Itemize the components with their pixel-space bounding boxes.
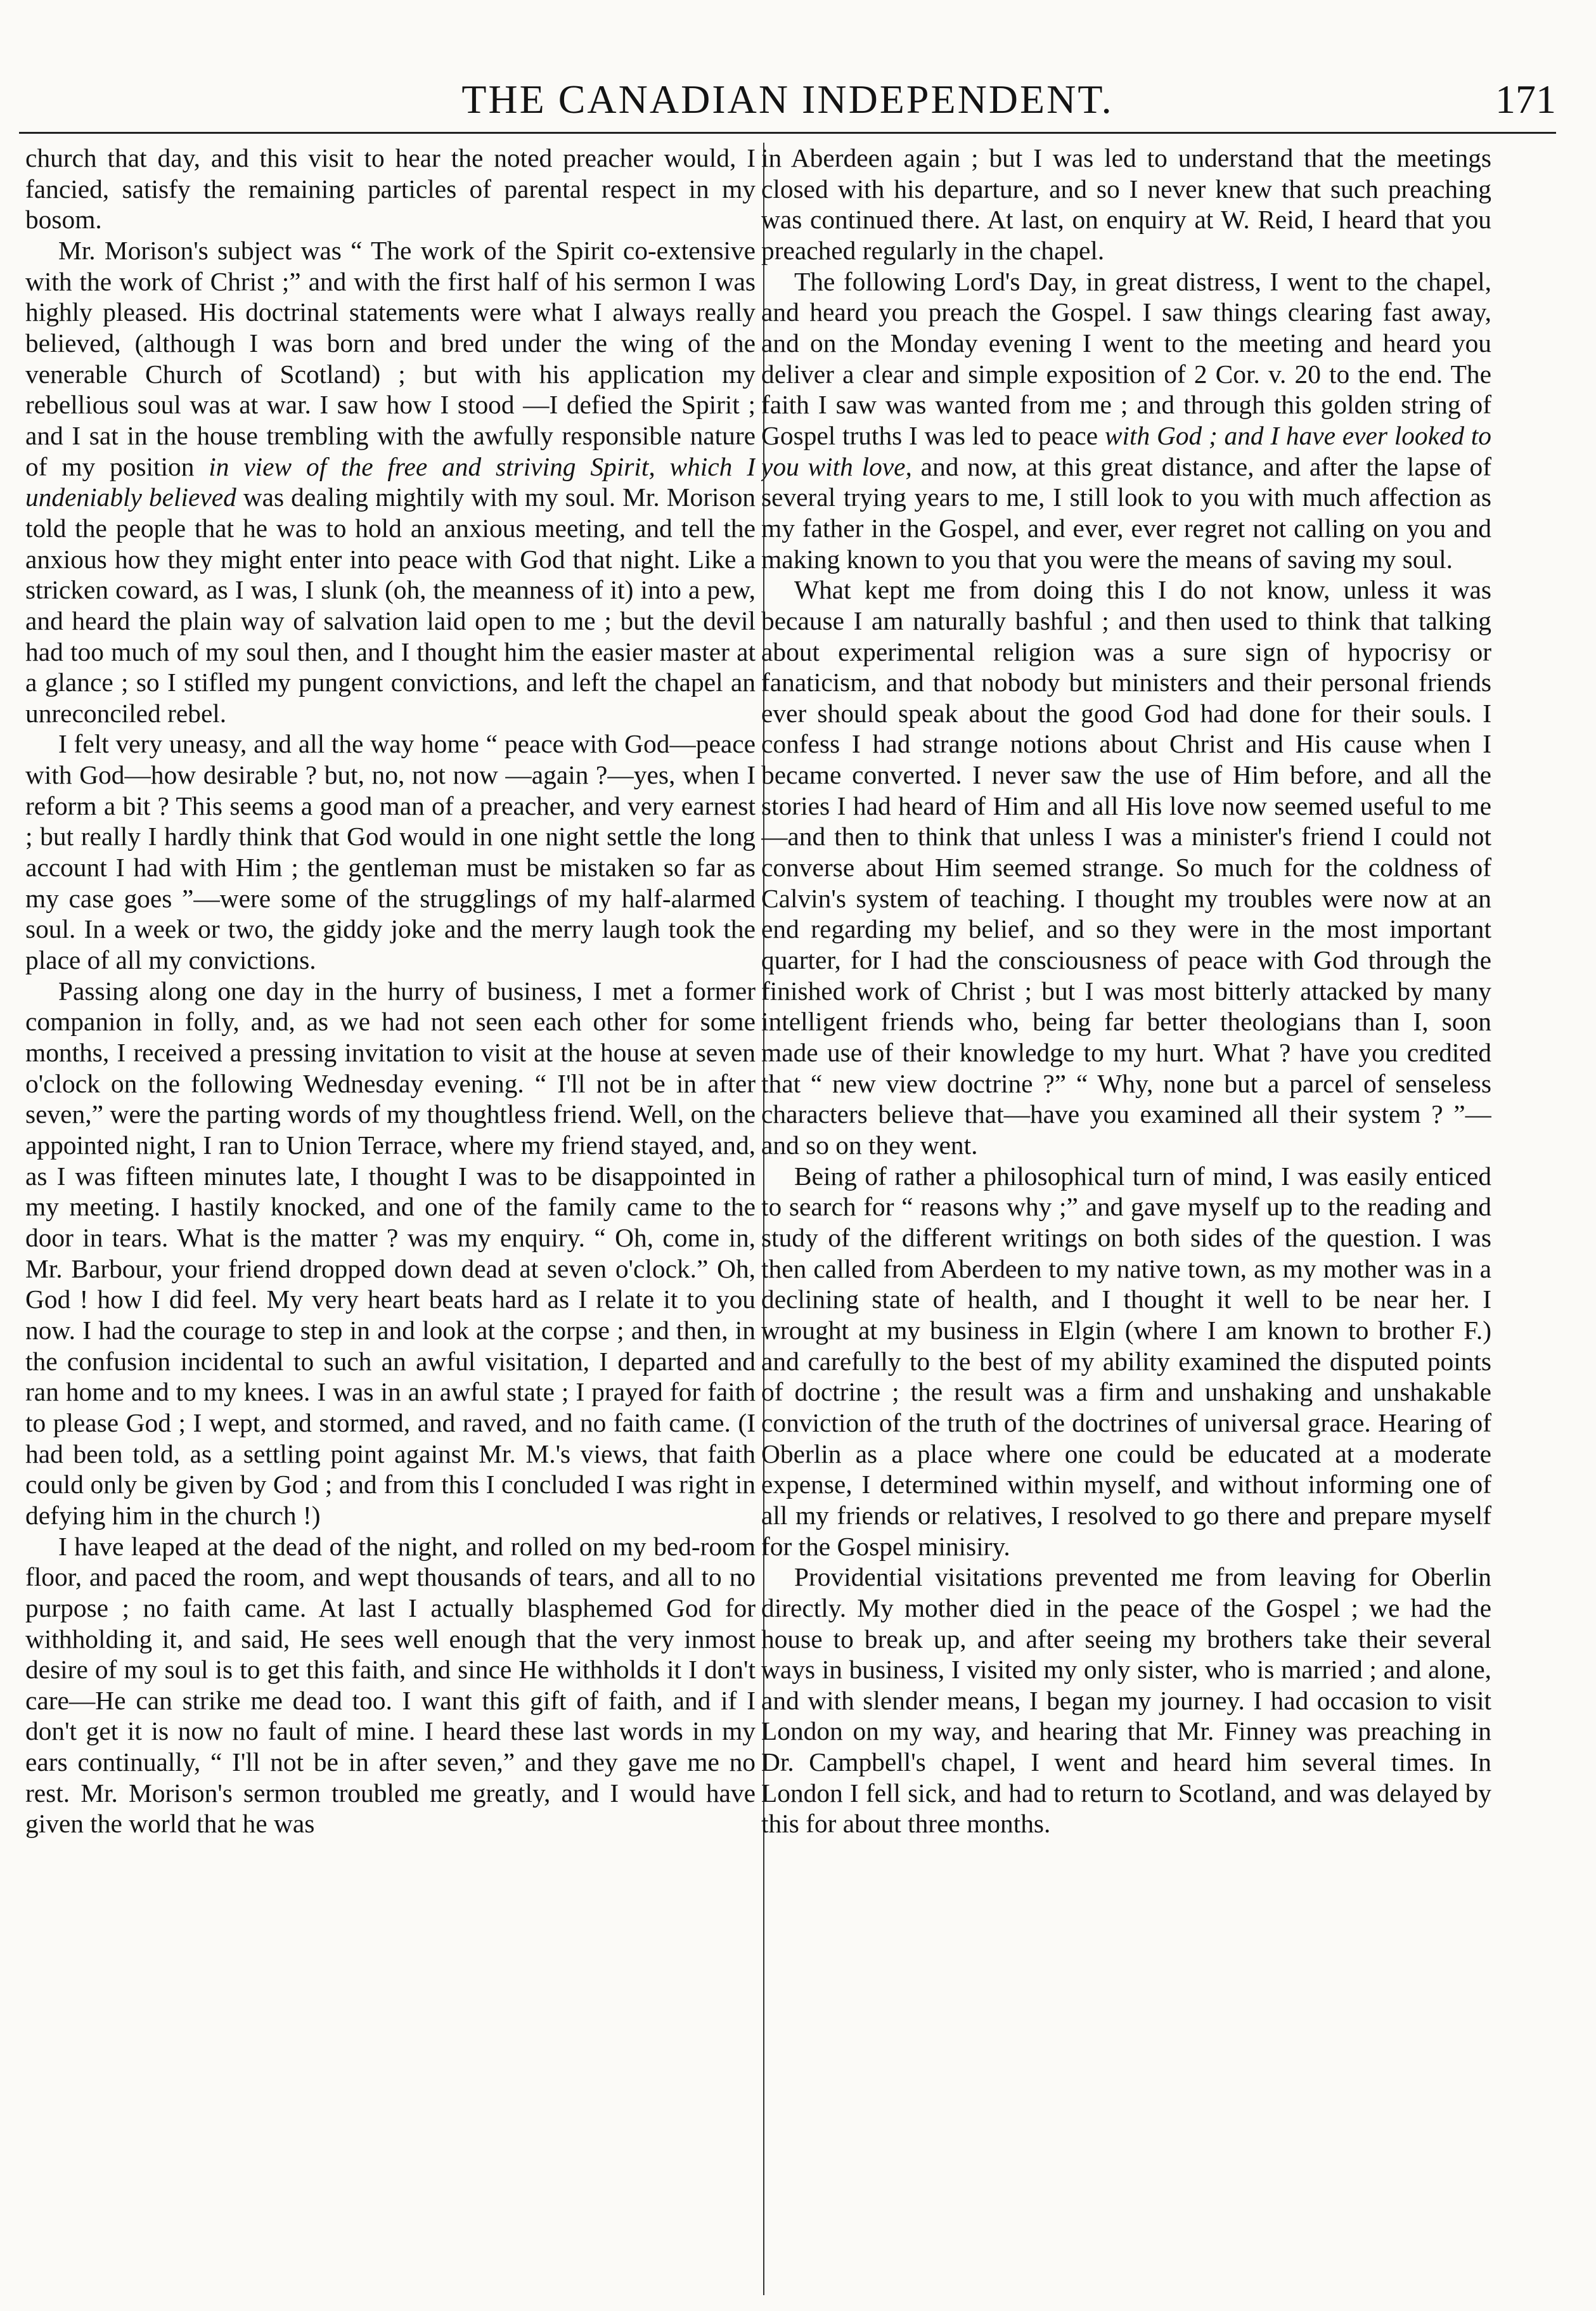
page-number: 171 xyxy=(1495,77,1556,122)
left-paragraph: I have leaped at the dead of the night, and rolled on my bed-room floor, and paced the room, and wept thousands of tears, and all to no purpose ; no faith came. At last I actually blasphemed God for withholding it, and said, He sees well enough that the very inmost desire of my soul is to get this faith, and since He withholds it I don't care—He can strike me dead too. I want this gift of faith, and if I don't get it is now no fault of mine. I heard these last words in my ears continually, “ I'll not be in after seven,” and they gave me no rest. Mr. Morison's sermon troubled me greatly, and I would have given the world that he was xyxy=(25,1531,756,1839)
header-rule xyxy=(19,132,1556,134)
italic-phrase: with God ; and I have ever looked to you with love, xyxy=(761,420,1491,481)
right-paragraph: Providential visitations prevented me from leaving for Oberlin directly. My mother died in the peace of the Gospel ; we had the house to break up, and after seeing my brothers take their several ways in business, I visited my only sister, who is married ; and alone, and with slender means, I began my journey. I had occasion to visit London on my way, and hearing that Mr. Finney was preaching in Dr. Campbell's chapel, I went and heard him several times. In London I fell sick, and had to return to Scotland, and was delayed by this for about three months. xyxy=(761,1562,1491,1839)
page-header xyxy=(19,75,1556,124)
right-column xyxy=(761,143,1491,2295)
italic-phrase: in view of the free and striving Spirit, which I undeniably believed xyxy=(25,451,756,512)
left-paragraph: I felt very uneasy, and all the way home “ peace with God—peace with God—how desirable ? but, no, not now —again ?—yes, when I reform a bit ? This seems a good man of a preacher, and very earnest ; but really I hardly think that God would in one night settle the long account I had with Him ; the gentleman must be mistaken so far as my case goes ”—were some of the strugglings of my half-alarmed soul. In a week or two, the giddy joke and the merry laugh took the place of all my convictions. xyxy=(25,729,756,975)
left-column xyxy=(25,143,756,2295)
left-paragraph: Passing along one day in the hurry of business, I met a former companion in folly, and, as we had not seen each other for some months, I received a pressing invitation to visit at the house at seven o'clock on the following Wednesday evening. “ I'll not be in after seven,” were the parting words of my thoughtless friend. Well, on the appointed night, I ran to Union Terrace, where my friend stayed, and, as I was fifteen minutes late, I thought I was to be disappointed in my meeting. I hastily knocked, and one of the family came to the door in tears. What is the matter ? was my enquiry. “ Oh, come in, Mr. Barbour, your friend dropped down dead at seven o'clock.” Oh, God ! how I did feel. My very heart beats hard as I relate it to you now. I had the courage to step in and look at the corpse ; and then, in the confusion incidental to such an awful visitation, I departed and ran home and to my knees. I was in an awful state ; I prayed for faith to please God ; I wept, and stormed, and raved, and no faith came. (I had been told, as a settling point against Mr. M.'s views, that faith could only be given by God ; and from this I concluded I was right in defying him in the church !) xyxy=(25,976,756,1530)
right-paragraph: What kept me from doing this I do not know, unless it was because I am naturally bashful ; and then used to think that talking about experimental religion was a sure sign of hypocrisy or fanaticism, and that nobody but ministers and their personal friends ever should speak about the good God had done for their souls. I confess I had strange notions about Christ and His cause when I became converted. I never saw the use of Him before, and all the stories I had heard of Him and all His love now seemed useful to me—and then to think that unless I was a minister's friend I could not converse about Him seemed strange. So much for the coldness of Calvin's system of teaching. I thought my troubles were now at an end regarding my belief, and so they were in the most important quarter, for I had the consciousness of peace with God through the finished work of Christ ; but I was most bitterly attacked by many intelligent friends who, being far better theologians than I, soon made use of their knowledge to my hurt. What ? have you credited that “ new view doctrine ?” “ Why, none but a parcel of senseless characters believe that—have you examined all their system ? ”—and so on they went. xyxy=(761,575,1491,1160)
right-paragraph: in Aberdeen again ; but I was led to understand that the meetings closed with his departure, and so I never knew that such preaching was continued there. At last, on enquiry at W. Reid, I heard that you preached regularly in the chapel. xyxy=(761,143,1491,265)
right-paragraph: The following Lord's Day, in great distress, I went to the chapel, and heard you preach the Gospel. I saw things clearing fast away, and on the Monday evening I went to the meeting and heard you deliver a clear and simple exposition of 2 Cor. v. 20 to the end. The faith I saw was wanted from me ; and through this golden string of Gospel truths I was led to peace with God ; and I have ever looked to you with love, and now, at this great distance, and after the lapse of several trying years to me, I still look to you with much affection as my father in the Gospel, and ever, ever regret not calling on you and making known to you that you were the means of saving my soul. xyxy=(761,266,1491,574)
running-title: THE CANADIAN INDEPENDENT. xyxy=(461,77,1114,122)
left-paragraph: church that day, and this visit to hear the noted preacher would, I fancied, satisfy the remaining particles of parental respect in my bosom. xyxy=(25,143,756,235)
left-paragraph: Mr. Morison's subject was “ The work of the Spirit co-extensive with the work of Christ ;” and with the first half of his sermon I was highly pleased. His doctrinal statements were what I always really believed, (although I was born and bred under the wing of the venerable Church of Scotland) ; but with his application my rebellious soul was at war. I saw how I stood —I defied the Spirit ; and I sat in the house trembling with the awfully responsible nature of my position in view of the free and striving Spirit, which I undeniably believed was dealing mightily with my soul. Mr. Morison told the people that he was to hold an anxious meeting, and tell the anxious how they might enter into peace with God that night. Like a stricken coward, as I was, I slunk (oh, the meanness of it) into a pew, and heard the plain way of salvation laid open to me ; but the devil had too much of my soul then, and I thought him the easier master at a glance ; so I stifled my pungent convictions, and left the chapel an unreconciled rebel. xyxy=(25,235,756,728)
right-paragraph: Being of rather a philosophical turn of mind, I was easily enticed to search for “ reasons why ;” and gave myself up to the reading and study of the different writings on both sides of the question. I was then called from Aberdeen to my native town, as my mother was in a declining state of health, and I thought it well to be near her. I wrought at my business in Elgin (where I am known to brother F.) and carefully to the best of my ability examined the disputed points of doctrine ; the result was a firm and unshaking and unshakable conviction of the truth of the doctrines of universal grace. Hearing of Oberlin as a place where one could be educated at a moderate expense, I determined within myself, and without informing one of all my friends or relatives, I resolved to go there and prepare myself for the Gospel minisiry. xyxy=(761,1161,1491,1561)
